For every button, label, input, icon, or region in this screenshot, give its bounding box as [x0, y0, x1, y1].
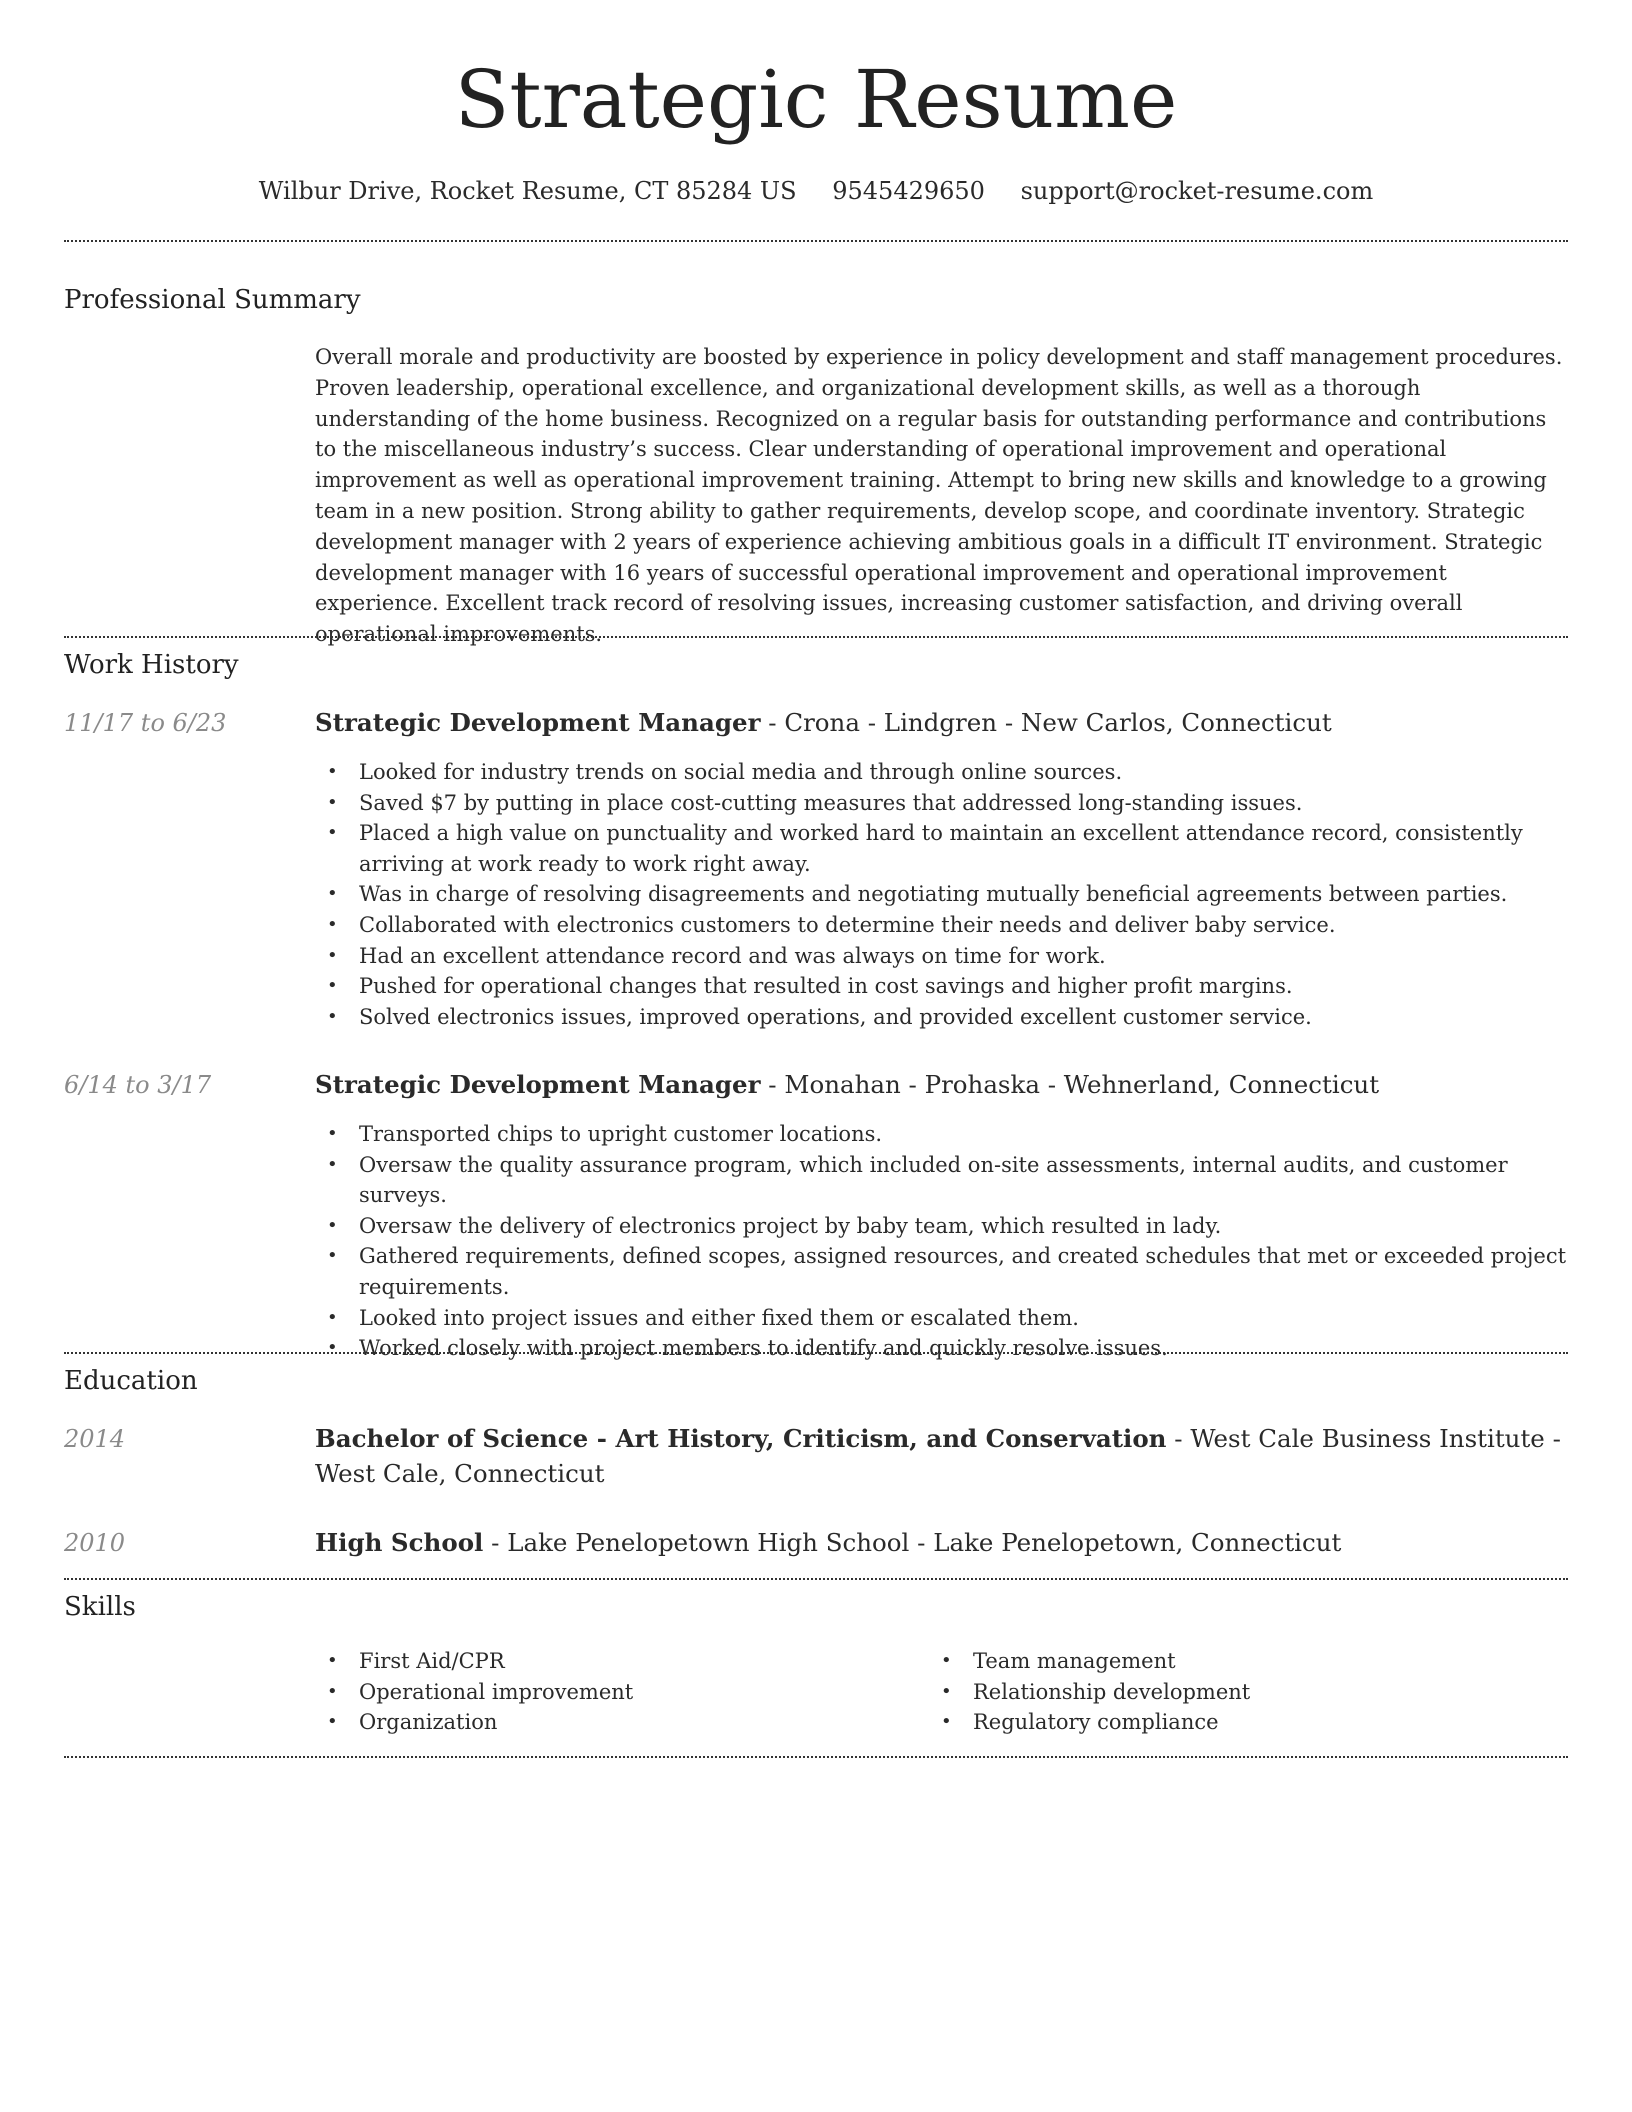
- education-entry: [315, 1525, 1568, 1560]
- list-item: • Had an excellent attendance record and was always on time for work.: [315, 941, 1568, 972]
- section-divider: [64, 240, 1568, 242]
- list-item: • Saved $7 by putting in place cost-cutting measures that addressed long-standing issues.: [315, 788, 1568, 819]
- section-title-summary: Professional Summary: [64, 285, 361, 315]
- job-employer: - Monahan - Prohaska - Wehnerland, Connecticut: [760, 1070, 1380, 1099]
- job-dates: 6/14 to 3/17: [64, 1071, 212, 1099]
- skill-item: • Team management: [929, 1646, 1529, 1677]
- education-school: - Lake Penelopetown High School - Lake Penelopetown, Connecticut: [483, 1528, 1342, 1557]
- skills-list-left: [315, 1646, 915, 1738]
- list-item: • Was in charge of resolving disagreements and negotiating mutually beneficial agreements between parties.: [315, 879, 1568, 910]
- job-employer: - Crona - Lindgren - New Carlos, Connecticut: [760, 708, 1332, 737]
- summary-text: Overall morale and productivity are boosted by experience in policy development and staff management procedures. Proven leadership, operational excellence, and organizational development skills, as well as a thorough understanding of the home business. Recognized on a regular basis for outstanding performance and contributions to the miscellaneous industry’s success. Clear understanding of operational improvement and operational improvement as well as operational improvement training. Attempt to bring new skills and knowledge to a growing team in a new position. Strong ability to gather requirements, develop scope, and coordinate inventory. Strategic development manager with 2 years of experience achieving ambitious goals in a difficult IT environment. Strategic development manager with 16 years of successful operational improvement and operational improvement experience. Excellent track record of resolving issues, increasing customer satisfaction, and driving overall operational improvements.: [315, 345, 1563, 647]
- job-position: Strategic Development Manager: [315, 708, 761, 737]
- list-item: • Looked into project issues and either fixed them or escalated them.: [315, 1303, 1568, 1334]
- section-divider: [64, 1756, 1568, 1758]
- candidate-name: Strategic Resume: [454, 53, 1178, 146]
- contact-phone: 9545429650: [832, 177, 985, 205]
- list-item: • Transported chips to upright customer locations.: [315, 1119, 1568, 1150]
- section-divider: [64, 1578, 1568, 1580]
- job-bullets: [315, 757, 1568, 1032]
- skill-item: • First Aid/CPR: [315, 1646, 915, 1677]
- education-year: 2010: [64, 1529, 126, 1557]
- education-school: - West Cale Business Institute - West Cale, Connecticut: [315, 1424, 1561, 1488]
- section-divider: [64, 1352, 1568, 1354]
- job-title: [315, 1067, 1568, 1102]
- skill-item: • Relationship development: [929, 1677, 1529, 1708]
- contact-line: [64, 174, 1568, 208]
- job-bullets: [315, 1119, 1568, 1364]
- section-divider: [64, 636, 1568, 638]
- contact-address: Wilbur Drive, Rocket Resume, CT 85284 US: [258, 177, 797, 205]
- list-item: • Pushed for operational changes that resulted in cost savings and higher profit margins.: [315, 971, 1568, 1002]
- skill-item: • Regulatory compliance: [929, 1707, 1529, 1738]
- skill-item: • Operational improvement: [315, 1677, 915, 1708]
- education-degree: Bachelor of Science - Art History, Criticism, and Conservation: [315, 1424, 1167, 1453]
- education-entry: [315, 1421, 1568, 1491]
- skill-item: • Organization: [315, 1707, 915, 1738]
- skills-list-right: [929, 1646, 1529, 1738]
- job-dates: 11/17 to 6/23: [64, 709, 227, 737]
- resume-header: [64, 48, 1568, 208]
- list-item: • Solved electronics issues, improved operations, and provided excellent customer service.: [315, 1002, 1568, 1033]
- job-title: [315, 705, 1568, 740]
- list-item: • Collaborated with electronics customers to determine their needs and deliver baby service.: [315, 910, 1568, 941]
- contact-email: support@rocket-resume.com: [1020, 177, 1374, 205]
- education-year: 2014: [64, 1425, 126, 1453]
- list-item: • Gathered requirements, defined scopes, assigned resources, and created schedules that met or exceeded project requirements.: [315, 1241, 1568, 1302]
- list-item: • Oversaw the delivery of electronics project by baby team, which resulted in lady.: [315, 1211, 1568, 1242]
- education-degree: High School: [315, 1528, 484, 1557]
- list-item: • Placed a high value on punctuality and worked hard to maintain an excellent attendance record, consistently arriving at work ready to work right away.: [315, 818, 1568, 879]
- list-item: • Worked closely with project members to identify and quickly resolve issues.: [315, 1333, 1568, 1364]
- section-title-skills: Skills: [64, 1592, 136, 1622]
- job-position: Strategic Development Manager: [315, 1070, 761, 1099]
- list-item: • Oversaw the quality assurance program, which included on-site assessments, internal audits, and customer surveys.: [315, 1150, 1568, 1211]
- section-title-education: Education: [64, 1366, 198, 1396]
- section-title-work-history: Work History: [64, 650, 239, 680]
- list-item: • Looked for industry trends on social media and through online sources.: [315, 757, 1568, 788]
